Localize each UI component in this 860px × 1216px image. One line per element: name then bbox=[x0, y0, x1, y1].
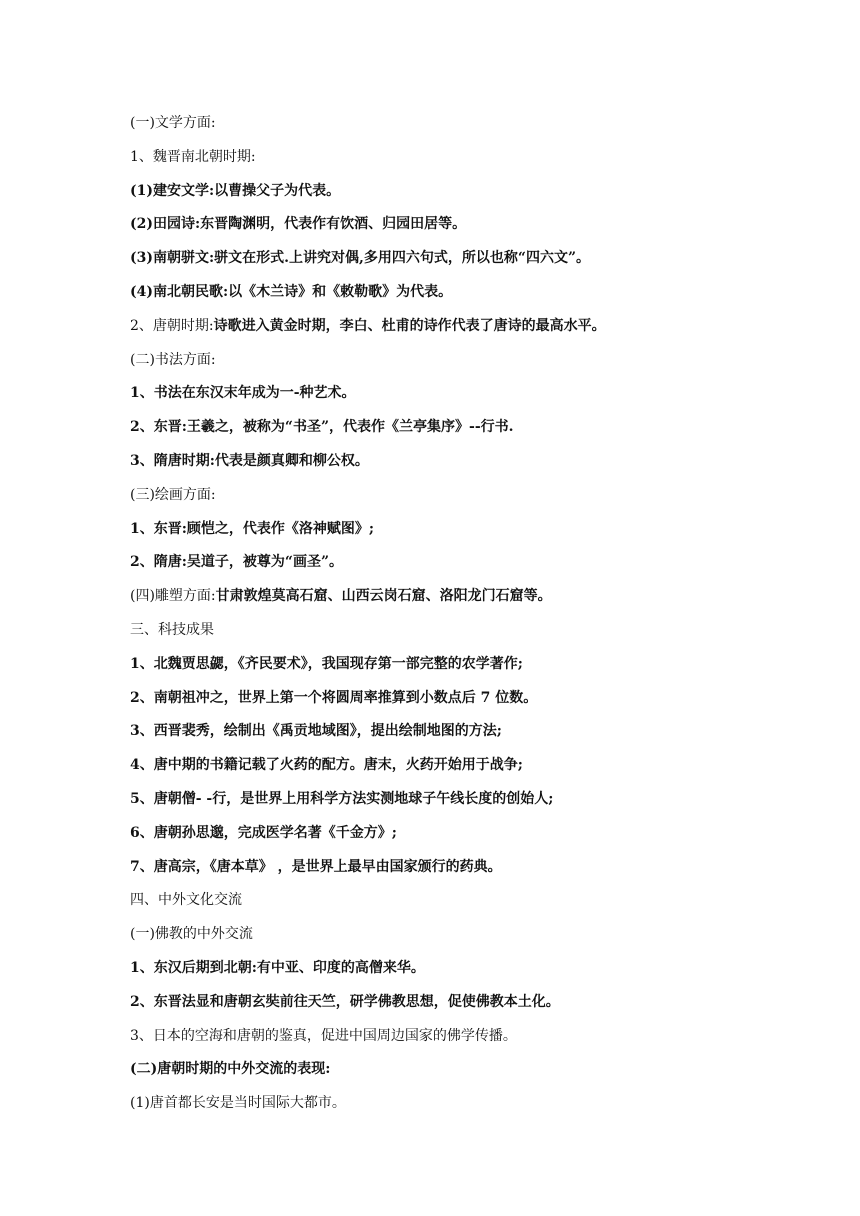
list-item-science-5: 5、唐朝僧- -行，是世界上用科学方法实测地球子午线长度的创始人; bbox=[130, 790, 554, 807]
heading-literature: (一)文学方面: bbox=[130, 115, 216, 131]
list-item-science-2: 2、南朝祖冲之，世界上第一个将圆周率推算到小数点后 7 位数。 bbox=[130, 689, 538, 706]
list-item-changan: (1)唐首都长安是当时国际大都市。 bbox=[130, 1095, 346, 1112]
line-text: 诗歌进入黄金时期，李白、杜甫的诗作代表了唐诗的最高水平。 bbox=[213, 317, 606, 334]
list-item-buddhism-1: 1、东汉后期到北朝:有中亚、印度的高僧来华。 bbox=[130, 959, 425, 976]
line-prefix: 2、唐朝时期: bbox=[130, 317, 214, 334]
list-item-minge: (4)南北朝民歌:以《木兰诗》和《敕勒歌》为代表。 bbox=[130, 283, 453, 300]
list-item-calligraphy-2: 2、东晋:王羲之，被称为“书圣”，代表作《兰亭集序》--行书. bbox=[130, 419, 514, 436]
subheading-weijin: 1、魏晋南北朝时期: bbox=[130, 148, 256, 165]
subheading-buddhism: (一)佛教的中外交流 bbox=[130, 926, 253, 943]
list-item-tianyuan: (2)田园诗:东晋陶渊明，代表作有饮酒、归园田居等。 bbox=[130, 216, 467, 233]
subheading-tang-exchange: (二)唐朝时期的中外交流的表现: bbox=[130, 1061, 331, 1078]
list-item-science-7: 7、唐高宗，《唐本草》 ，是世界上最早由国家颁行的药典。 bbox=[130, 858, 502, 875]
list-item-jianan: (1)建安文学:以曹操父子为代表。 bbox=[130, 182, 341, 199]
list-item-calligraphy-3: 3、隋唐时期:代表是颜真卿和柳公权。 bbox=[130, 452, 369, 469]
list-item-calligraphy-1: 1、书法在东汉末年成为一-种艺术。 bbox=[130, 385, 356, 402]
line-prefix: (四)雕塑方面: bbox=[130, 588, 216, 605]
line-text: 甘肃敦煌莫高石窟、山西云岗石窟、洛阳龙门石窟等。 bbox=[215, 588, 552, 605]
list-item-tang-poetry bbox=[130, 316, 770, 350]
list-item-science-1: 1、北魏贾思勰，《齐民要术》，我国现存第一部完整的农学著作; bbox=[130, 655, 523, 672]
heading-painting: (三)绘画方面: bbox=[130, 486, 216, 503]
list-item-painting-1: 1、东晋:顾恺之，代表作《洛神赋图》; bbox=[130, 520, 375, 537]
list-item-science-6: 6、唐朝孙思邈，完成医学名著《千金方》; bbox=[130, 824, 397, 841]
list-item-buddhism-2: 2、东晋法显和唐朝玄奘前往天竺，研学佛教思想，促使佛教本土化。 bbox=[130, 993, 560, 1010]
heading-calligraphy: (二)书法方面: bbox=[130, 351, 216, 368]
list-item-science-3: 3、西晋裴秀，绘制出《禹贡地域图》，提出绘制地图的方法; bbox=[130, 723, 502, 740]
document-body bbox=[130, 113, 770, 1127]
heading-exchange: 四、中外文化交流 bbox=[130, 892, 242, 909]
list-item-buddhism-3: 3、日本的空海和唐朝的鉴真，促进中国周边国家的佛学传播。 bbox=[130, 1027, 517, 1044]
list-item-painting-2: 2、隋唐:吴道子，被尊为“画圣”。 bbox=[130, 554, 344, 571]
list-item-pianwen: (3)南朝骈文:骈文在形式.上讲究对偶,多用四六句式，所以也称“四六文”。 bbox=[130, 250, 591, 267]
heading-science: 三、科技成果 bbox=[130, 621, 214, 638]
list-item-sculpture bbox=[130, 586, 770, 620]
list-item-science-4: 4、唐中期的书籍记载了火药的配方。唐末，火药开始用于战争; bbox=[130, 757, 523, 774]
